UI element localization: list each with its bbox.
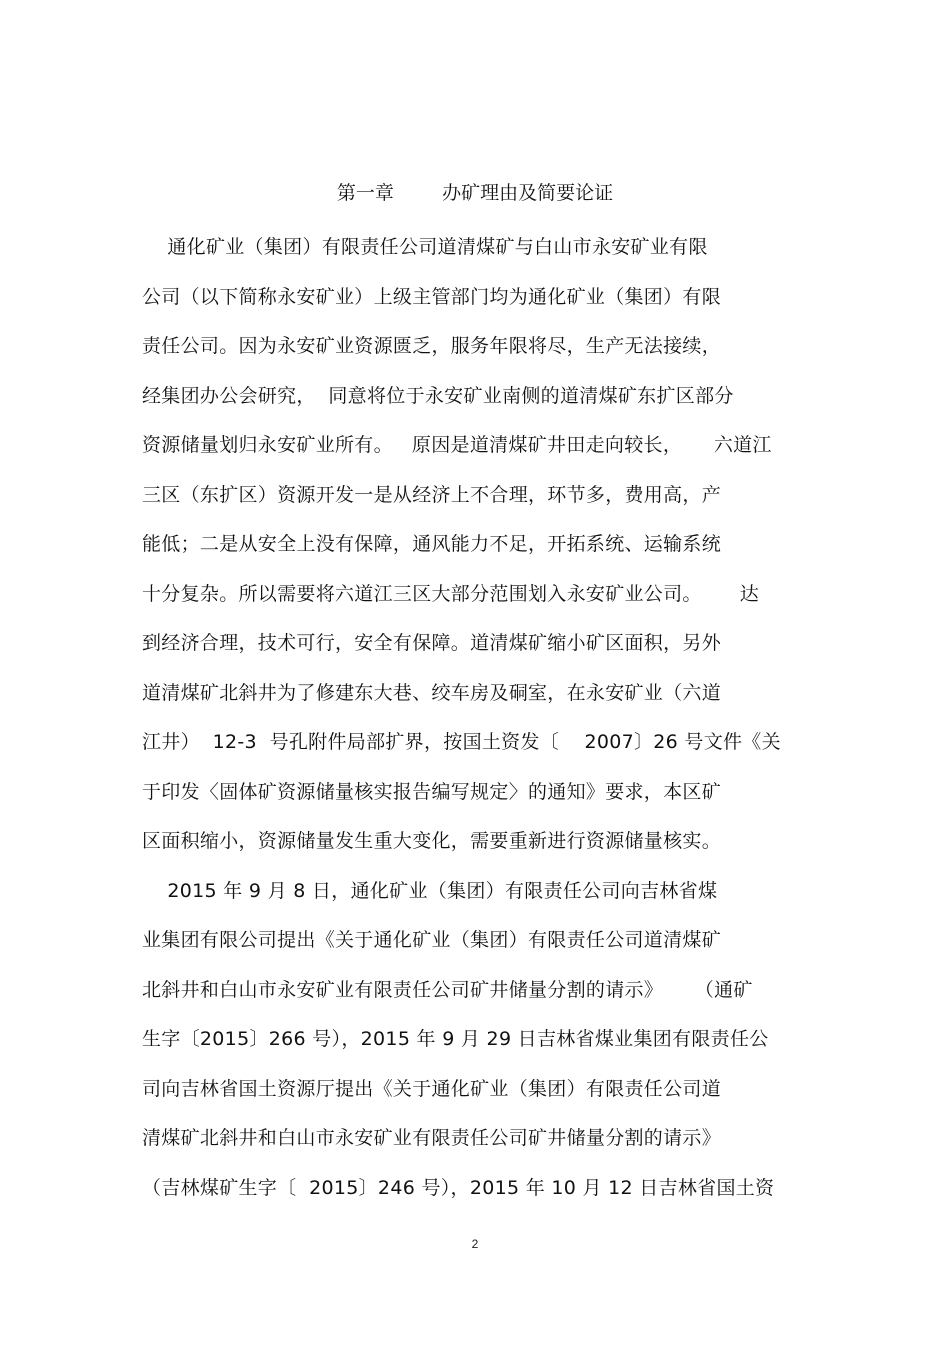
body-line: 生字〔2015〕266 号），2015 年 9 月 29 日吉林省煤业集团有限责任公: [142, 1028, 769, 1050]
body-line: 业集团有限公司提出《关于通化矿业（集团）有限责任公司道清煤矿: [142, 929, 722, 951]
body-line: 区面积缩小，资源储量发生重大变化，需要重新进行资源储量核实。: [142, 830, 722, 852]
body-line: 2015 年 9 月 8 日，通化矿业（集团）有限责任公司向吉林省煤: [142, 880, 718, 902]
body-line: 经集团办公会研究， 同意将位于永安矿业南侧的道清煤矿东扩区部分: [142, 385, 734, 407]
body-line: 江井） 12-3 号孔附件局部扩界，按国土资发〔 2007〕26 号文件《关: [142, 731, 781, 753]
chapter-title: 第一章 办矿理由及简要论证: [336, 182, 614, 204]
body-line: 道清煤矿北斜井为了修建东大巷、绞车房及硐室，在永安矿业（六道: [142, 682, 722, 704]
body-line: 资源储量划归永安矿业所有。 原因是道清煤矿井田走向较长， 六道江: [142, 434, 772, 456]
body-line: 十分复杂。所以需要将六道江三区大部分范围划入永安矿业公司。 达: [142, 583, 760, 605]
body-line: 通化矿业（集团）有限责任公司道清煤矿与白山市永安矿业有限: [142, 236, 708, 258]
body-line: 三区（东扩区）资源开发一是从经济上不合理，环节多，费用高，产: [142, 484, 722, 506]
body-line: 能低；二是从安全上没有保障，通风能力不足，开拓系统、运输系统: [142, 533, 722, 555]
body-line: 到经济合理，技术可行，安全有保障。道清煤矿缩小矿区面积，另外: [142, 632, 722, 654]
body-line: 公司（以下简称永安矿业）上级主管部门均为通化矿业（集团）有限: [142, 286, 722, 308]
page-number: 2: [471, 1237, 479, 1251]
body-line: 清煤矿北斜井和白山市永安矿业有限责任公司矿井储量分割的请示》: [142, 1127, 722, 1149]
body-line: 北斜井和白山市永安矿业有限责任公司矿井储量分割的请示》 （通矿: [142, 979, 753, 1001]
body-line: 责任公司。因为永安矿业资源匮乏，服务年限将尽，生产无法接续，: [142, 335, 722, 357]
body-line: （吉林煤矿生字〔 2015〕246 号），2015 年 10 月 12 日吉林省国土资: [142, 1177, 775, 1199]
body-line: 司向吉林省国土资源厅提出《关于通化矿业（集团）有限责任公司道: [142, 1078, 722, 1100]
body-line: 于印发〈固体矿资源储量核实报告编写规定〉的通知》要求，本区矿: [142, 781, 722, 803]
